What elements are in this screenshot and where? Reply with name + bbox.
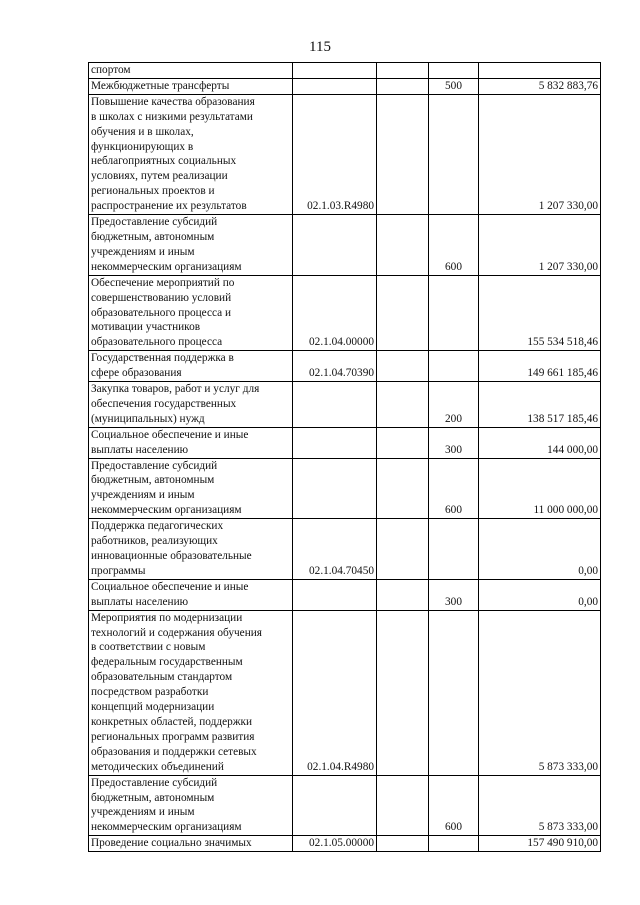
row-expense-type-cell (429, 94, 479, 214)
row-code-cell: 02.1.04.70450 (293, 519, 377, 580)
table-row (89, 610, 601, 775)
budget-table-body (89, 63, 601, 852)
row-expense-type-cell: 300 (429, 579, 479, 610)
row-code-cell (293, 382, 377, 428)
row-amount-cell: 157 490 910,00 (479, 836, 601, 852)
table-row (89, 519, 601, 580)
table-row (89, 458, 601, 519)
row-subsection-cell (377, 458, 429, 519)
row-name-cell: Предоставление субсидий бюджетным, автономным учреждениям и иным некоммерческим организациям (89, 458, 293, 519)
page-number: 115 (309, 39, 331, 55)
row-code-cell (293, 458, 377, 519)
row-expense-type-cell (429, 275, 479, 351)
row-expense-type-cell (429, 351, 479, 382)
row-code-cell (293, 215, 377, 276)
row-amount-cell: 11 000 000,00 (479, 458, 601, 519)
row-name-cell: Проведение социально значимых (89, 836, 293, 852)
row-subsection-cell (377, 836, 429, 852)
row-expense-type-cell: 300 (429, 427, 479, 458)
row-expense-type-cell: 600 (429, 458, 479, 519)
row-amount-cell: 149 661 185,46 (479, 351, 601, 382)
budget-table (88, 62, 601, 852)
row-subsection-cell (377, 275, 429, 351)
row-subsection-cell (377, 94, 429, 214)
row-name-cell: Предоставление субсидий бюджетным, автономным учреждениям и иным некоммерческим организациям (89, 775, 293, 836)
row-name-cell: Закупка товаров, работ и услуг для обеспечения государственных (муниципальных) нужд (89, 382, 293, 428)
row-code-cell: 02.1.04.00000 (293, 275, 377, 351)
table-row (89, 351, 601, 382)
row-subsection-cell (377, 427, 429, 458)
row-name-cell: Обеспечение мероприятий по совершенствованию условий образовательного процесса и мотивации участников образовательного процесса (89, 275, 293, 351)
row-code-cell: 02.1.04.R4980 (293, 610, 377, 775)
row-amount-cell: 1 207 330,00 (479, 94, 601, 214)
row-code-cell: 02.1.05.00000 (293, 836, 377, 852)
row-expense-type-cell: 600 (429, 775, 479, 836)
table-row (89, 78, 601, 94)
row-code-cell (293, 63, 377, 79)
row-subsection-cell (377, 610, 429, 775)
row-amount-cell: 138 517 185,46 (479, 382, 601, 428)
row-amount-cell: 5 873 333,00 (479, 775, 601, 836)
row-name-cell: Социальное обеспечение и иные выплаты населению (89, 579, 293, 610)
row-subsection-cell (377, 63, 429, 79)
row-subsection-cell (377, 775, 429, 836)
row-amount-cell: 155 534 518,46 (479, 275, 601, 351)
row-subsection-cell (377, 78, 429, 94)
row-name-cell: Поддержка педагогических работников, реализующих инновационные образовательные программы (89, 519, 293, 580)
row-code-cell: 02.1.04.70390 (293, 351, 377, 382)
row-code-cell (293, 579, 377, 610)
row-expense-type-cell: 600 (429, 215, 479, 276)
row-name-cell: Повышение качества образования в школах с низкими результатами обучения и в школах, функционирующих в неблагоприятных социальных условиях, путем реализации региональных проектов и распространение их результатов (89, 94, 293, 214)
table-row (89, 63, 601, 79)
table-row (89, 275, 601, 351)
row-subsection-cell (377, 579, 429, 610)
table-row (89, 382, 601, 428)
row-subsection-cell (377, 519, 429, 580)
row-expense-type-cell (429, 519, 479, 580)
row-subsection-cell (377, 351, 429, 382)
table-row (89, 215, 601, 276)
table-row (89, 94, 601, 214)
row-amount-cell: 144 000,00 (479, 427, 601, 458)
row-amount-cell: 5 832 883,76 (479, 78, 601, 94)
row-name-cell: Предоставление субсидий бюджетным, автономным учреждениям и иным некоммерческим организациям (89, 215, 293, 276)
table-row (89, 836, 601, 852)
row-expense-type-cell (429, 836, 479, 852)
row-name-cell: Мероприятия по модернизации технологий и содержания обучения в соответствии с новым федеральным государственным образовательным стандартом посредством разработки концепций модернизации конкретных областей, поддержки региональных программ развития образования и поддержки сетевых методических объединений (89, 610, 293, 775)
row-amount-cell: 0,00 (479, 519, 601, 580)
row-subsection-cell (377, 215, 429, 276)
row-subsection-cell (377, 382, 429, 428)
row-code-cell (293, 775, 377, 836)
row-amount-cell: 0,00 (479, 579, 601, 610)
row-code-cell: 02.1.03.R4980 (293, 94, 377, 214)
row-expense-type-cell (429, 63, 479, 79)
row-expense-type-cell: 500 (429, 78, 479, 94)
row-code-cell (293, 427, 377, 458)
row-expense-type-cell: 200 (429, 382, 479, 428)
table-row (89, 775, 601, 836)
row-expense-type-cell (429, 610, 479, 775)
row-amount-cell: 1 207 330,00 (479, 215, 601, 276)
row-name-cell: Межбюджетные трансферты (89, 78, 293, 94)
row-name-cell: Государственная поддержка в сфере образования (89, 351, 293, 382)
table-row (89, 579, 601, 610)
row-name-cell: Социальное обеспечение и иные выплаты населению (89, 427, 293, 458)
row-amount-cell (479, 63, 601, 79)
row-name-cell: спортом (89, 63, 293, 79)
row-code-cell (293, 78, 377, 94)
table-row (89, 427, 601, 458)
row-amount-cell: 5 873 333,00 (479, 610, 601, 775)
